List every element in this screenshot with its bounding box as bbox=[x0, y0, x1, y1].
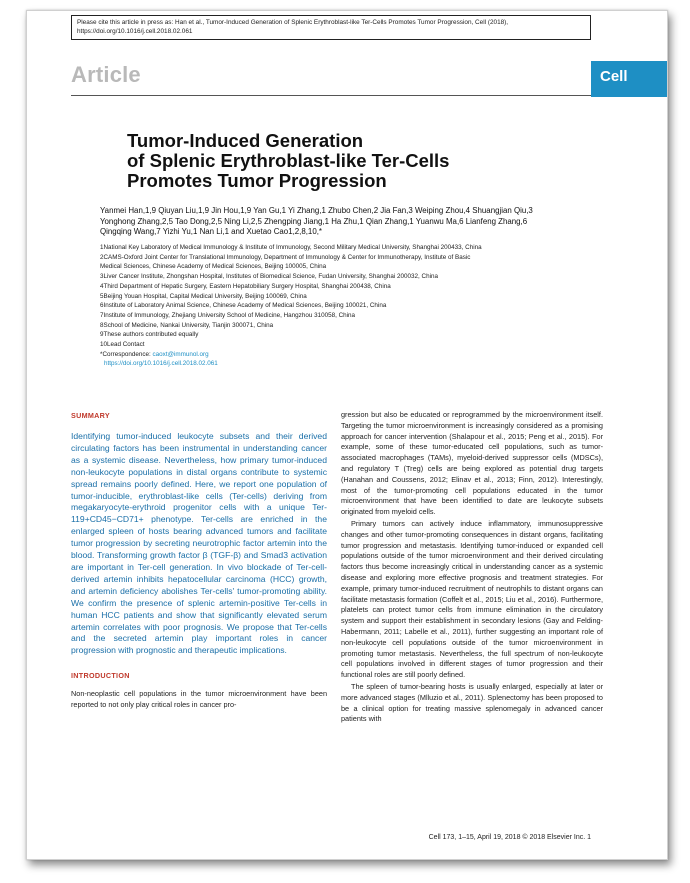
paper-title bbox=[127, 131, 587, 191]
title-line: of Splenic Erythroblast-like Ter-Cells bbox=[127, 150, 450, 171]
summary-heading: SUMMARY bbox=[71, 411, 110, 420]
affiliation-line: 4Third Department of Hepatic Surgery, Eastern Hepatobiliary Surgery Hospital, Shanghai 200438, China bbox=[100, 282, 391, 290]
page-footer: Cell 173, 1–15, April 19, 2018 © 2018 Elsevier Inc. 1 bbox=[428, 834, 591, 841]
author-line: Yonghong Zhang,2,5 Tao Dong,2,5 Ning Li,2,5 Zhengping Jiang,1 Ha Zhu,1 Qian Zhang,1 Yuanwu Ma,6 Lianfeng Zhang,6 bbox=[100, 216, 528, 226]
author-line: Yanmei Han,1,9 Qiuyan Liu,1,9 Jin Hou,1,9 Yan Gu,1 Yi Zhang,1 Zhubo Chen,2 Jia Fan,3 Weiping Zhou,4 Shuangjian Qiu,3 bbox=[100, 206, 533, 215]
introduction-text: Non-neoplastic cell populations in the tumor microenvironment have been reported to not only play critical roles in cancer pro- bbox=[71, 689, 327, 710]
affiliation-line: 1National Key Laboratory of Medical Immunology & Institute of Immunology, Second Military Medical University, Shanghai 200433, China bbox=[100, 244, 482, 251]
affiliation-line: 7Institute of Immunology, Zhejiang University School of Medicine, Hangzhou 310058, China bbox=[100, 311, 356, 319]
affiliation-line: Medical Sciences, Chinese Academy of Medical Sciences, Beijing 100005, China bbox=[100, 263, 327, 271]
affiliation-line: 2CAMS-Oxford Joint Center for Translational Immunology, Department of Immunology & Center for Immunotherapy, Institute of Basic bbox=[100, 253, 471, 261]
affiliation-line: 5Beijing Youan Hospital, Capital Medical University, Beijing 100069, China bbox=[100, 292, 307, 300]
affiliation-line: 10Lead Contact bbox=[100, 341, 145, 349]
correspondence bbox=[100, 350, 640, 360]
left-column bbox=[71, 411, 327, 711]
affiliation-line: 3Liver Cancer Institute, Zhongshan Hospital, Institutes of Biomedical Science, Fudan University, Shanghai 200032, China bbox=[100, 273, 439, 281]
journal-logo: Cell bbox=[591, 61, 668, 97]
introduction-heading: INTRODUCTION bbox=[71, 671, 130, 681]
body-paragraph: Primary tumors can actively induce inflammatory, immunosuppressive changes and other tumor-promoting consequences in distant organs, facilitating tumor progression and metastasis. Identifying tumor-induced or expanded cell populations outside of the tumor microenvironment and their derived circulating factors thus become increasingly critical in understanding cancer as a systemic disease and exploring more effective prognosis and treatment strategies. For example, primary tumor-induced recruitment of neutrophils to distant organs can facilitate metastasis formation (Coffelt et al., 2015; Liu et al., 2016). Furthermore, platelets can protect tumor cells from immune elimination in the circulatory system and support their establishment in secondary lesions (Gay and Felding-Habermann, 2011; Labelle et al., 2011), further suggesting an important role of non-leukocyte cell populations outside of the tumor microenvironment in promoting tumor metastasis. Nevertheless, the full spectrum of non-leukocyte cell populations involved in different stages of tumor progression and their functional roles are still poorly defined. bbox=[341, 518, 603, 680]
affiliations bbox=[100, 243, 640, 369]
correspondence-label: *Correspondence: bbox=[100, 350, 153, 358]
affiliation-line: 8School of Medicine, Nankai University, Tianjin 300071, China bbox=[100, 321, 274, 329]
correspondence-email-link[interactable]: caoxt@immunol.org bbox=[152, 350, 209, 358]
doi-link[interactable]: https://doi.org/10.1016/j.cell.2018.02.061 bbox=[104, 360, 218, 368]
paper-page bbox=[26, 10, 668, 860]
author-line: Qingqing Wang,7 Yizhi Yu,1 Nan Li,1 and Xuetao Cao1,2,8,10,* bbox=[100, 227, 322, 236]
citation-box bbox=[71, 15, 591, 40]
title-line: Promotes Tumor Progression bbox=[127, 170, 387, 191]
body-paragraph: gression but also be educated or reprogrammed by the microenvironment itself. Targeting the tumor microenvironment is increasingly considered as a promising approach for cancer intervention (Shalapour et al., 2015; Peng et al., 2015). For example, some of these tumor-educated cell populations, such as tumor-associated macrophages (TAMs), myeloid-derived suppressor cells (MDSCs), and regulatory T (Treg) cells are being explored as potential drug targets (Hanahan and Coussens, 2012; Elinav et al., 2013; Finn, 2012). Interestingly, most of the tumor-promoting cell populations educated in the tumor microenvironment that have been identified to date are leukocyte subsets originated from myeloid cells. bbox=[341, 410, 603, 517]
right-column bbox=[341, 410, 603, 725]
summary-text: Identifying tumor-induced leukocyte subsets and their derived circulating factors has been instrumental in understanding cancer as a systemic disease. Nevertheless, how primary tumor-induced non-leukocyte populations in distal organs contribute to systemic spread remains poorly defined. Here, we report one population of tumor-inducible, erythroblast-like cells (Ter-cells) deriving from megakaryocyte-erythroid progenitor cells with a unique Ter-119+CD45−CD71+ phenotype. Ter-cells are enriched in the enlarged spleen of hosts bearing advanced tumors and facilitate tumor progression by secreting neurotrophic factor artemin into the blood. Transforming growth factor β (TGF-β) and Smad3 activation are important in Ter-cell generation. In vivo blockade of Ter-cell-derived artemin inhibits hepatocellular carcinoma (HCC) growth, and artemin deficiency abolishes Ter-cells' tumor-promoting ability. We confirm the presence of splenic artemin-positive Ter-cells in human HCC patients and show that significantly elevated serum artemin correlates with poor prognosis. We propose that Ter-cells and the secreted artemin play important roles in cancer progression with prognostic and therapeutic implications. bbox=[71, 431, 327, 656]
article-type-label: Article bbox=[71, 62, 141, 87]
citation-text: Please cite this article in press as: Han et al., Tumor-Induced Generation of Splenic Erythroblast-like Ter-Cells Promotes Tumor Progression, Cell (2018), https://doi.org/10.1016/j.cell.2018.02.061 bbox=[77, 19, 509, 35]
author-list bbox=[100, 206, 640, 238]
affiliation-line: 9These authors contributed equally bbox=[100, 331, 199, 339]
header-rule bbox=[71, 95, 591, 96]
affiliation-line: 6Institute of Laboratory Animal Science, Chinese Academy of Medical Sciences, Beijing 100021, China bbox=[100, 302, 387, 310]
title-line: Tumor-Induced Generation bbox=[127, 130, 364, 151]
body-paragraph: The spleen of tumor-bearing hosts is usually enlarged, especially at later or more advanced stages (Mlluzio et al., 2011). Splenectomy has been proposed to be a clinical option for treating massive splenomegaly in advanced cancer patients with bbox=[341, 681, 603, 724]
